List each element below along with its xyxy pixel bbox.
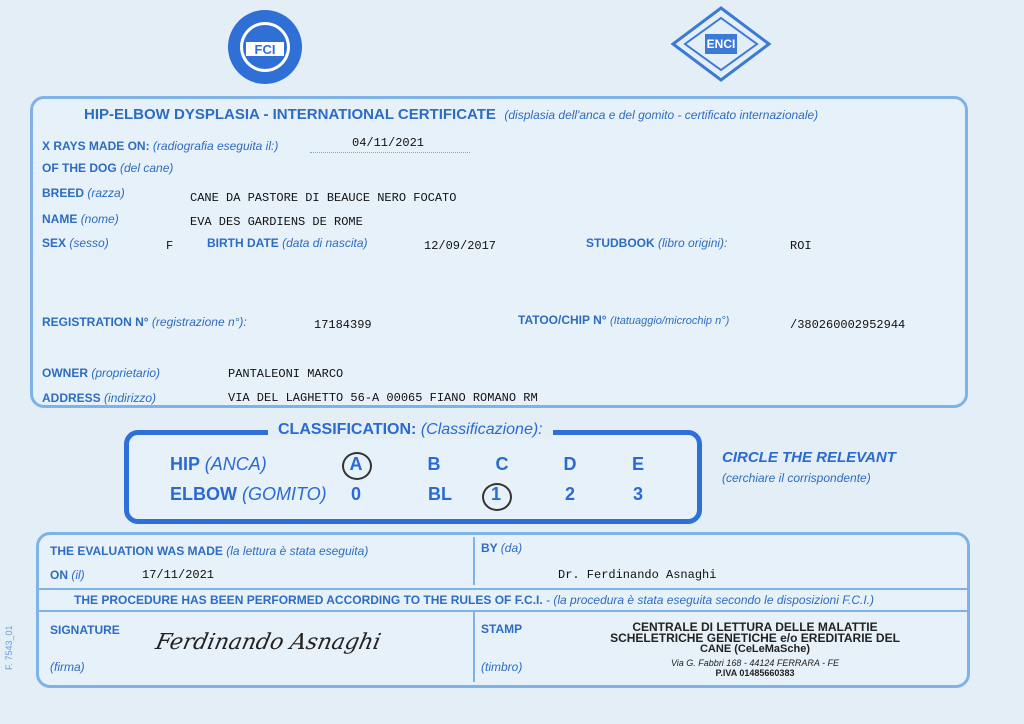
- registration-label-text: REGISTRATION N°: [42, 315, 149, 329]
- tatoo-label-italian: (Itatuaggio/microchip n°): [609, 315, 730, 327]
- owner-value: PANTALEONI MARCO: [228, 367, 344, 381]
- classification-title-italian: (Classificazione):: [420, 421, 543, 438]
- hip-grade-a[interactable]: A: [349, 454, 363, 474]
- evaluation-by-label: [481, 541, 522, 555]
- registration-value: 17184399: [314, 318, 372, 332]
- stamp-line-5: P.IVA 01485660383: [715, 668, 795, 678]
- elbow-selection-circle: [482, 483, 512, 511]
- elbow-label: ELBOW: [170, 484, 237, 504]
- evaluation-divider-h: [39, 588, 967, 590]
- procedure-statement: [74, 593, 874, 607]
- classification-title: [268, 421, 553, 439]
- of-dog-label-italian: (del cane): [120, 161, 174, 175]
- birth-label-italian: (data di nascita): [282, 236, 368, 250]
- evaluation-by-label-text: BY: [481, 541, 498, 555]
- owner-label-text: OWNER: [42, 366, 88, 380]
- elbow-grade-1[interactable]: 1: [490, 484, 501, 504]
- fci-logo: [226, 8, 304, 86]
- stamp-label: STAMP: [481, 622, 523, 636]
- xrays-label: [42, 139, 278, 153]
- of-dog-label-text: OF THE DOG: [42, 161, 117, 175]
- owner-label-italian: (proprietario): [91, 366, 161, 380]
- signature-label: SIGNATURE: [50, 623, 120, 637]
- circle-note-italian: (cerchiare il corrispondente): [722, 471, 871, 485]
- enci-logo-text: ENCI: [706, 37, 736, 51]
- form-code: F. 7543_01: [4, 625, 14, 670]
- evaluation-by-label-italian: (da): [500, 541, 523, 555]
- evaluation-made-label-italian: (la lettura è stata eseguita): [226, 544, 369, 558]
- breed-label-text: BREED: [42, 186, 85, 200]
- signature-italian: (firma): [50, 660, 85, 674]
- stamp: [600, 622, 910, 678]
- birth-value: 12/09/2017: [424, 239, 497, 253]
- name-label-italian: (nome): [80, 212, 119, 226]
- hip-grade-b[interactable]: B: [427, 454, 441, 474]
- registration-label-italian: (registrazione n°):: [151, 315, 247, 329]
- circle-note: CIRCLE THE RELEVANT: [722, 449, 896, 466]
- sex-value: F: [166, 239, 174, 253]
- hip-selection-circle: [342, 452, 372, 480]
- elbow-grade-2[interactable]: 2: [564, 484, 575, 504]
- xrays-value: 04/11/2021: [352, 136, 425, 150]
- fci-logo-text: FCI: [254, 42, 276, 57]
- address-label-italian: (indirizzo): [104, 391, 157, 405]
- stamp-line-4: Via G. Fabbri 168 - 44124 FERRARA - FE: [670, 658, 840, 668]
- xrays-dotline: [310, 152, 470, 153]
- evaluation-by-value: Dr. Ferdinando Asnaghi: [558, 568, 717, 582]
- name-label: [42, 212, 119, 226]
- handwritten-signature: Ferdinando Asnaghi: [153, 630, 383, 655]
- classification-title-text: CLASSIFICATION:: [278, 421, 417, 438]
- title-italian: (displasia dell'anca e del gomito - certificato internazionale): [504, 108, 819, 122]
- evaluation-divider-v-top: [473, 537, 475, 585]
- of-dog-label: [42, 161, 173, 175]
- elbow-grade-3[interactable]: 3: [632, 484, 643, 504]
- studbook-label-text: STUDBOOK: [586, 236, 655, 250]
- hip-grade-d[interactable]: D: [563, 454, 577, 474]
- hip-grade-e[interactable]: E: [631, 454, 644, 474]
- tatoo-label-text: TATOO/CHIP N°: [518, 313, 607, 327]
- certificate-title: [84, 106, 818, 124]
- owner-label: [42, 366, 160, 380]
- enci-logo: [665, 4, 777, 84]
- evaluation-divider-h2: [39, 610, 967, 612]
- evaluation-made-label-text: THE EVALUATION WAS MADE: [50, 544, 223, 558]
- hip-label: HIP: [170, 454, 200, 474]
- stamp-italian: (timbro): [481, 660, 523, 674]
- address-value: VIA DEL LAGHETTO 56-A 00065 FIANO ROMANO RM: [228, 391, 538, 405]
- stamp-line-2: SCHELETRICHE GENETICHE e/o EREDITARIE DEL: [610, 631, 900, 645]
- studbook-label: [586, 236, 727, 250]
- address-label: [42, 391, 156, 405]
- hip-label-italian: (ANCA): [204, 454, 267, 474]
- evaluation-date: 17/11/2021: [142, 568, 215, 582]
- tatoo-label: [518, 313, 729, 327]
- title-main: HIP-ELBOW DYSPLASIA - INTERNATIONAL CERTIFICATE: [84, 106, 496, 123]
- birth-label-text: BIRTH DATE: [207, 236, 279, 250]
- studbook-value: ROI: [790, 239, 812, 253]
- breed-value: CANE DA PASTORE DI BEAUCE NERO FOCATO: [190, 191, 457, 205]
- evaluation-made-label: [50, 544, 368, 558]
- hip-row-label: [170, 454, 267, 475]
- sex-label-text: SEX: [42, 236, 67, 250]
- breed-label-italian: (razza): [87, 186, 125, 200]
- xrays-label-text: X RAYS MADE ON:: [42, 139, 150, 153]
- evaluation-on-label-italian: (il): [71, 568, 85, 582]
- address-label-text: ADDRESS: [42, 391, 101, 405]
- tatoo-value: /380260002952944: [790, 318, 906, 332]
- procedure-text: THE PROCEDURE HAS BEEN PERFORMED ACCORDING TO THE RULES OF F.C.I.: [74, 593, 543, 607]
- studbook-label-italian: (libro origini):: [658, 236, 728, 250]
- evaluation-on-label: [50, 568, 85, 582]
- name-label-text: NAME: [42, 212, 78, 226]
- evaluation-on-label-text: ON: [50, 568, 68, 582]
- breed-label: [42, 186, 125, 200]
- elbow-grade-0[interactable]: 0: [350, 484, 361, 504]
- sex-label: [42, 236, 109, 250]
- classification-box: [124, 430, 702, 524]
- procedure-italian: - (la procedura è stata eseguita secondo le disposizioni F.C.I.): [546, 593, 875, 607]
- elbow-grade-bl[interactable]: BL: [428, 484, 452, 504]
- stamp-line-1: CENTRALE DI LETTURA DELLE MALATTIE: [632, 620, 878, 634]
- birth-label: [207, 236, 368, 250]
- sex-label-italian: (sesso): [69, 236, 109, 250]
- registration-label: [42, 315, 247, 329]
- hip-grade-c[interactable]: C: [495, 454, 509, 474]
- xrays-label-italian: (radiografia eseguita il:): [152, 139, 279, 153]
- stamp-line-3: CANE (CeLeMaSche): [699, 643, 811, 655]
- evaluation-divider-v-bottom: [473, 612, 475, 682]
- elbow-label-italian: (GOMITO): [242, 484, 327, 504]
- elbow-row-label: [170, 484, 327, 505]
- name-value: EVA DES GARDIENS DE ROME: [190, 215, 363, 229]
